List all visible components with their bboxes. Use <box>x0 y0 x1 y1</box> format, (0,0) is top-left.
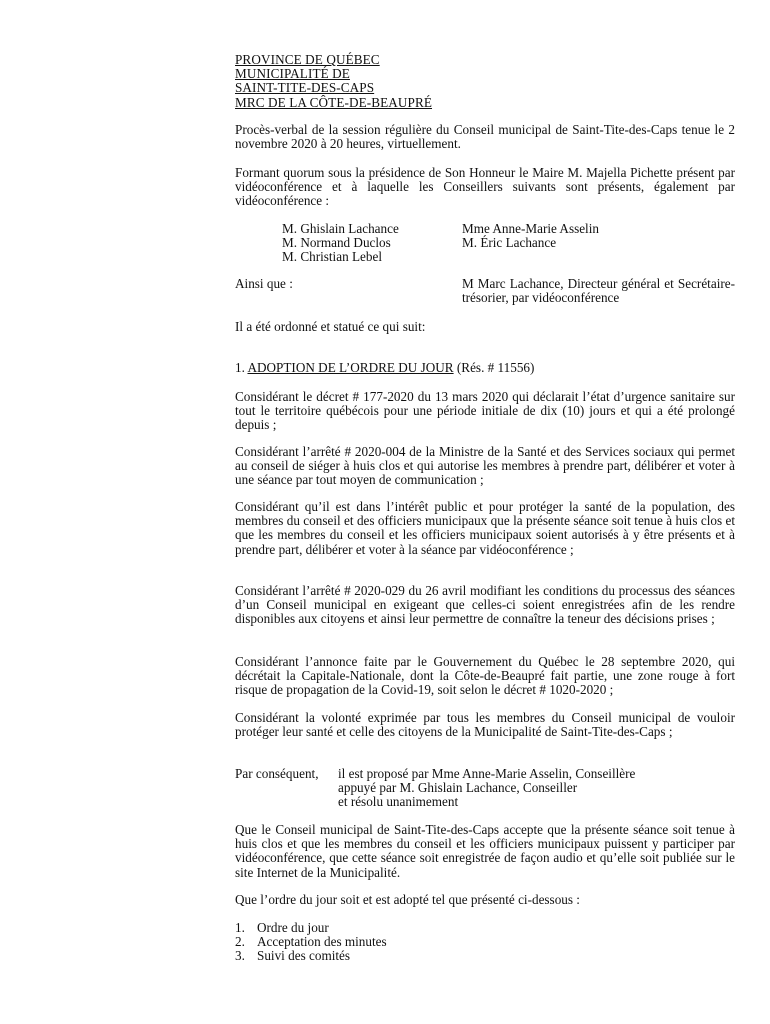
attendees-right-column <box>462 222 599 250</box>
also-present-label: Ainsi que : <box>235 276 293 291</box>
considerant-paragraph: Considérant qu’il est dans l’intérêt public et pour protéger la santé de la population, des membres du conseil et des officiers municipaux que la présente séance soit tenue à huis clos et que les membres du conseil et les officiers municipaux soient autorisés à y être présents et à prendre part, délibérer et voter à la séance par vidéoconférence ; <box>235 499 735 557</box>
also-present-text: M Marc Lachance, Directeur général et Secrétaire-trésorier, par vidéoconférence <box>462 276 735 306</box>
list-item <box>235 935 735 949</box>
document-header <box>235 53 735 110</box>
considerant-paragraph: Considérant le décret # 177-2020 du 13 mars 2020 qui déclarait l’état d’urgence sanitaire sur tout le territoire québécois pour une période initiale de dix (10) jours et qui a été prolongé depuis ; <box>235 389 735 433</box>
motion-resolved: et résolu unanimement <box>338 794 459 809</box>
header-province: PROVINCE DE QUÉBEC <box>235 52 380 67</box>
list-item-number: 2. <box>235 934 245 950</box>
agenda-intro: Que l’ordre du jour soit et est adopté tel que présenté ci-dessous : <box>235 892 580 907</box>
considerant-paragraph: Considérant l’annonce faite par le Gouvernement du Québec le 28 septembre 2020, qui décrétait la Capitale-Nationale, dont la Côte-de-Beaupré fait partie, une zone rouge à fort risque de propagation de la Covid-19, soit selon le décret # 1020-2020 ; <box>235 654 735 698</box>
section-heading <box>235 361 735 375</box>
section-number: 1. <box>235 360 245 375</box>
header-municipality-label: MUNICIPALITÉ DE <box>235 66 350 82</box>
list-item <box>235 921 735 935</box>
quorum-paragraph: Formant quorum sous la présidence de Son Honneur le Maire M. Majella Pichette présent par vidéoconférence et à laquelle les Conseillers suivants sont présents, également par vidéoconférence : <box>235 165 735 209</box>
intro-paragraph: Procès-verbal de la session régulière du Conseil municipal de Saint-Tite-des-Caps tenue le 2 novembre 2020 à 20 heures, virtuellement. <box>235 122 735 152</box>
considerant-paragraph: Considérant l’arrêté # 2020-004 de la Ministre de la Santé et des Services sociaux qui permet au conseil de siéger à huis clos et qui autorise les membres à prendre part, délibérer et voter à une séance par tout moyen de communication ; <box>235 444 735 488</box>
considerant-paragraph: Considérant l’arrêté # 2020-029 du 26 avril modifiant les conditions du processus des séances d’un Conseil municipal en exigeant que celles-ci soient enregistrées afin de les rendre disponibles aux citoyens et ainsi leur permettre de connaître la teneur des décisions prises ; <box>235 583 735 627</box>
attendee: M. Christian Lebel <box>282 249 382 265</box>
list-item-label: Ordre du jour <box>257 920 329 935</box>
section-title: ADOPTION DE L’ORDRE DU JOUR <box>247 360 454 375</box>
attendee: M. Ghislain Lachance <box>282 221 399 236</box>
list-item-number: 1. <box>235 920 245 935</box>
agenda-list <box>235 921 735 964</box>
resolution-paragraph: Que le Conseil municipal de Saint-Tite-des-Caps accepte que la présente séance soit tenue à huis clos et que les membres du conseil et les officiers municipaux puissent y participer par vidéoconférence, que cette séance soit enregistrée de façon audio et qu’elle soit publiée sur le site Internet de la Municipalité. <box>235 822 735 880</box>
header-municipality-name: SAINT-TITE-DES-CAPS <box>235 80 375 96</box>
list-item-number: 3. <box>235 948 245 964</box>
list-item <box>235 949 735 963</box>
motion-proposed: il est proposé par Mme Anne-Marie Asselin, Conseillère <box>338 766 636 781</box>
motion-lead: Par conséquent, <box>235 766 319 781</box>
attendee: M. Éric Lachance <box>462 235 557 251</box>
attendee: Mme Anne-Marie Asselin <box>462 221 599 236</box>
considerant-paragraph: Considérant la volonté exprimée par tous les membres du Conseil municipal de vouloir protéger leur santé et celle des citoyens de la Municipalité de Saint-Tite-des-Caps ; <box>235 710 735 740</box>
attendees-left-column <box>282 222 399 265</box>
attendee: M. Normand Duclos <box>282 235 391 251</box>
ordered-statement: Il a été ordonné et statué ce qui suit: <box>235 319 426 334</box>
list-item-label: Acceptation des minutes <box>257 934 387 950</box>
section-resolution-number: (Rés. # 11556) <box>456 360 535 375</box>
list-item-label: Suivi des comités <box>257 948 351 964</box>
motion-seconded: appuyé par M. Ghislain Lachance, Conseiller <box>338 780 578 795</box>
header-mrc: MRC DE LA CÔTE-DE-BEAUPRÉ <box>235 94 433 110</box>
